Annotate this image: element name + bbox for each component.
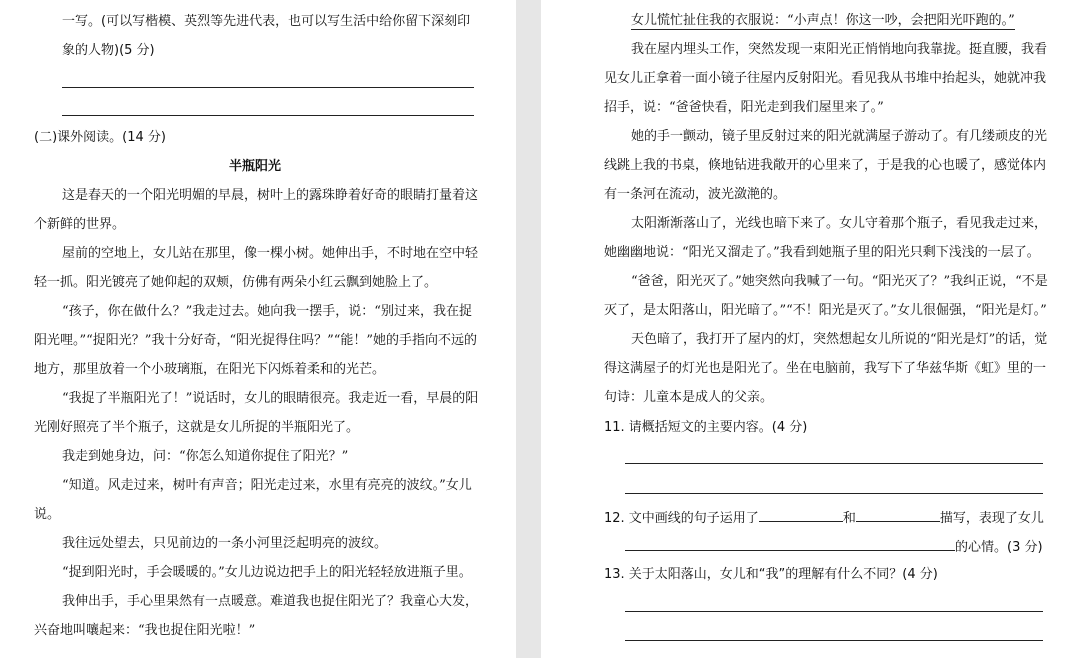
- question-12: [604, 508, 1044, 527]
- paragraph-line: 灭了，是太阳落山，阳光暗了。”“不！阳光是灭了。”女儿很倔强，“阳光是灯。”: [604, 303, 1047, 318]
- paragraph-line: “我捉了半瓶阳光了！”说话时，女儿的眼睛很亮。我走近一看，早晨的阳: [62, 391, 479, 406]
- article-title: 半瓶阳光: [229, 159, 282, 174]
- fill-blank[interactable]: [759, 508, 843, 522]
- paragraph-line: 兴奋地叫嚷起来：“我也捉住阳光啦！”: [34, 623, 256, 638]
- paragraph-line: 她幽幽地说：“阳光又溜走了。”我看到她瓶子里的阳光只剩下浅浅的一层了。: [604, 245, 1040, 260]
- paragraph-line: 我往远处望去，只见前边的一条小河里泛起明亮的波纹。: [62, 536, 388, 551]
- paragraph-line: 阳光哩。”“捉阳光？”我十分好奇，“阳光捉得住吗？”“能！”她的手指向不远的: [34, 333, 478, 348]
- question-12-part: 描写，表现了女儿: [939, 511, 1044, 526]
- paragraph-line: 说。: [34, 507, 61, 522]
- answer-line: [625, 463, 1043, 464]
- paragraph-line: 天色暗了，我打开了屋内的灯，突然想起女儿所说的“阳光是灯”的话，觉: [631, 332, 1048, 347]
- question-12-line2: [625, 537, 1043, 556]
- question-11: 11. 请概括短文的主要内容。(4 分): [604, 420, 808, 435]
- question-12-part: 和: [842, 511, 856, 526]
- paragraph-line: 线跳上我的书桌，倏地钻进我敞开的心里来了，于是我的心也暖了，感觉体内: [604, 158, 1047, 173]
- left-page: [0, 0, 516, 658]
- paragraph-line: 个新鲜的世界。: [34, 217, 126, 232]
- answer-line: [625, 611, 1043, 612]
- question-text: 一写。(可以写楷模、英烈等先进代表，也可以写生活中给你留下深刻印: [62, 14, 471, 29]
- answer-line: [625, 493, 1043, 494]
- section-heading: (二)课外阅读。(14 分): [34, 130, 166, 145]
- paragraph-line: “爸爸，阳光灭了。”她突然向我喊了一句。“阳光灭了？”我纠正说，“不是: [631, 274, 1048, 289]
- paragraph-line: 光刚好照亮了半个瓶子，这就是女儿所捉的半瓶阳光了。: [34, 420, 360, 435]
- paragraph-line: 这是春天的一个阳光明媚的早晨，树叶上的露珠睁着好奇的眼睛打量着这: [62, 188, 479, 203]
- answer-line: [625, 640, 1043, 641]
- paragraph-line: 我伸出手，手心里果然有一点暖意。难道我也捉住阳光了？我童心大发，: [62, 594, 479, 609]
- right-page: [541, 0, 1065, 658]
- paragraph-line: 有一条河在流动，波光潋滟的。: [604, 187, 787, 202]
- paragraph-line: 太阳渐渐落山了，光线也暗下来了。女儿守着那个瓶子，看见我走过来，: [631, 216, 1048, 231]
- question-text: 象的人物)(5 分): [62, 43, 155, 58]
- question-12-part: 的心情。(3 分): [955, 540, 1043, 555]
- underlined-text: 女儿慌忙扯住我的衣服说：“小声点！你这一吵，会把阳光吓跑的。”: [631, 13, 1015, 28]
- paragraph-line: “捉到阳光时，手会暖暖的。”女儿边说边把手上的阳光轻轻放进瓶子里。: [62, 565, 472, 580]
- answer-line: [62, 115, 474, 116]
- paragraph-line: “孩子，你在做什么？”我走过去。她向我一摆手，说：“别过来，我在捉: [62, 304, 472, 319]
- fill-blank[interactable]: [856, 508, 940, 522]
- paragraph-line: 招手，说：“爸爸快看，阳光走到我们屋里来了。”: [604, 100, 884, 115]
- underlined-sentence: [631, 13, 1015, 29]
- answer-line: [62, 87, 474, 88]
- paragraph-line: 她的手一颤动，镜子里反射过来的阳光就满屋子游动了。有几缕顽皮的光: [631, 129, 1048, 144]
- paragraph-line: 我走到她身边，问：“你怎么知道你捉住了阳光？”: [62, 449, 349, 464]
- question-12-part: 12. 文中画线的句子运用了: [604, 511, 759, 526]
- paragraph-line: “知道。风走过来，树叶有声音；阳光走过来，水里有亮亮的波纹。”女儿: [62, 478, 472, 493]
- fill-blank[interactable]: [625, 537, 955, 551]
- paragraph-line: 屋前的空地上，女儿站在那里，像一棵小树。她伸出手，不时地在空中轻: [62, 246, 479, 261]
- paragraph-line: 轻一抓。阳光镀亮了她仰起的双颊，仿佛有两朵小红云飘到她脸上了。: [34, 275, 438, 290]
- paragraph-line: 得这满屋子的灯光也是阳光了。坐在电脑前，我写下了华兹华斯《虹》里的一: [604, 361, 1047, 376]
- paragraph-line: 见女儿正拿着一面小镜子往屋内反射阳光。看见我从书堆中抬起头，她就冲我: [604, 71, 1047, 86]
- question-13: 13. 关于太阳落山，女儿和“我”的理解有什么不同？(4 分): [604, 567, 938, 582]
- paragraph-line: 我在屋内埋头工作，突然发现一束阳光正悄悄地向我靠拢。挺直腰，我看: [631, 42, 1048, 57]
- paragraph-line: 句诗：儿童本是成人的父亲。: [604, 390, 774, 405]
- paragraph-line: 地方，那里放着一个小玻璃瓶，在阳光下闪烁着柔和的光芒。: [34, 362, 386, 377]
